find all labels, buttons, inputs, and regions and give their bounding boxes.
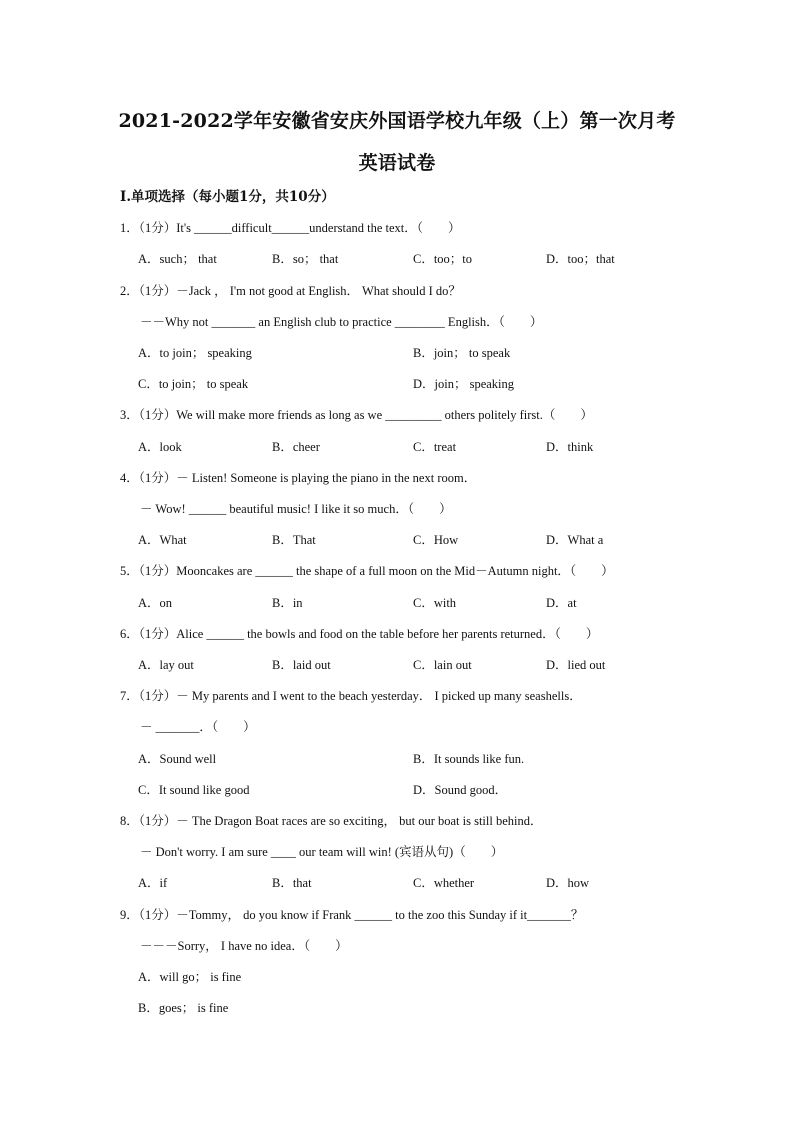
q2-option-b[interactable]: B．join； to speak: [413, 346, 511, 360]
q5-option-d[interactable]: D．at: [546, 596, 577, 610]
question-4: 4．（1分）－ Listen! Someone is playing the piano in the next room．: [120, 471, 477, 485]
q4-option-c[interactable]: C．How: [413, 533, 459, 547]
question-2-dialog: －－Why not _______ an English club to practice ________ English．（ ）: [140, 315, 543, 329]
q8-option-c[interactable]: C．whether: [413, 876, 475, 890]
q3-option-a[interactable]: A．look: [138, 440, 182, 454]
q4-option-d[interactable]: D．What a: [546, 533, 604, 547]
q7-option-b[interactable]: B．It sounds like fun.: [413, 752, 525, 766]
question-5: 5．（1分）Mooncakes are ______ the shape of a full moon on the Mid－Autumn night．（ ）: [120, 564, 614, 578]
q7-option-a[interactable]: A．Sound well: [138, 752, 217, 766]
q1-option-d[interactable]: D．too；that: [546, 252, 615, 266]
exam-title: 2021-2022学年安徽省安庆外国语学校九年级（上）第一次月考: [118, 110, 676, 132]
q8-option-a[interactable]: A．if: [138, 876, 168, 890]
question-9: 9．（1分）－Tommy， do you know if Frank ______ to the zoo this Sunday if it_______？: [120, 908, 584, 922]
question-8-dialog: － Don't worry. I am sure ____ our team will win! (宾语从句)（ ）: [140, 845, 504, 859]
q9-option-a[interactable]: A．will go； is fine: [138, 970, 242, 984]
q1-option-a[interactable]: A．such； that: [138, 252, 217, 266]
section-heading: I.单项选择（每小题1分，共10分）: [120, 189, 335, 205]
q6-option-b[interactable]: B．laid out: [272, 658, 331, 672]
question-7: 7．（1分）－ My parents and I went to the beach yesterday． I picked up many seashells．: [120, 689, 582, 703]
q3-option-c[interactable]: C．treat: [413, 440, 457, 454]
q2-option-a[interactable]: A．to join； speaking: [138, 346, 252, 360]
q6-option-a[interactable]: A．lay out: [138, 658, 194, 672]
question-2: 2．（1分）－Jack ， I'm not good at English． What should I do？: [120, 284, 461, 298]
q9-option-b[interactable]: B．goes； is fine: [138, 1001, 229, 1015]
exam-subtitle: 英语试卷: [358, 152, 436, 174]
q3-option-d[interactable]: D．think: [546, 440, 594, 454]
question-7-dialog: － _______．（ ）: [140, 720, 256, 734]
q7-option-d[interactable]: D．Sound good．: [413, 783, 508, 797]
q8-option-b[interactable]: B．that: [272, 876, 312, 890]
question-9-dialog: －－－Sorry， I have no idea．（ ）: [140, 939, 348, 953]
q7-option-c[interactable]: C．It sound like good: [138, 783, 250, 797]
question-6: 6．（1分）Alice ______ the bowls and food on the table before her parents returned．（ ）: [120, 627, 599, 641]
q4-option-a[interactable]: A．What: [138, 533, 187, 547]
question-8: 8．（1分）－ The Dragon Boat races are so exciting， but our boat is still behind．: [120, 814, 543, 828]
question-4-dialog: － Wow! ______ beautiful music! I like it so much．（ ）: [140, 502, 452, 516]
q6-option-d[interactable]: D．lied out: [546, 658, 606, 672]
q6-option-c[interactable]: C．lain out: [413, 658, 472, 672]
q3-option-b[interactable]: B．cheer: [272, 440, 320, 454]
q8-option-d[interactable]: D．how: [546, 876, 590, 890]
q2-option-d[interactable]: D．join； speaking: [413, 377, 515, 391]
q1-option-c[interactable]: C．too；to: [413, 252, 473, 266]
q2-option-c[interactable]: C．to join； to speak: [138, 377, 249, 391]
question-1: 1．（1分）It's ______difficult______understand the text．（ ）: [120, 221, 461, 235]
q5-option-a[interactable]: A．on: [138, 596, 173, 610]
q1-option-b[interactable]: B．so； that: [272, 252, 339, 266]
q5-option-c[interactable]: C．with: [413, 596, 457, 610]
question-3: 3．（1分）We will make more friends as long as we _________ others politely first.（ ）: [120, 408, 593, 422]
q4-option-b[interactable]: B．That: [272, 533, 316, 547]
q5-option-b[interactable]: B．in: [272, 596, 303, 610]
